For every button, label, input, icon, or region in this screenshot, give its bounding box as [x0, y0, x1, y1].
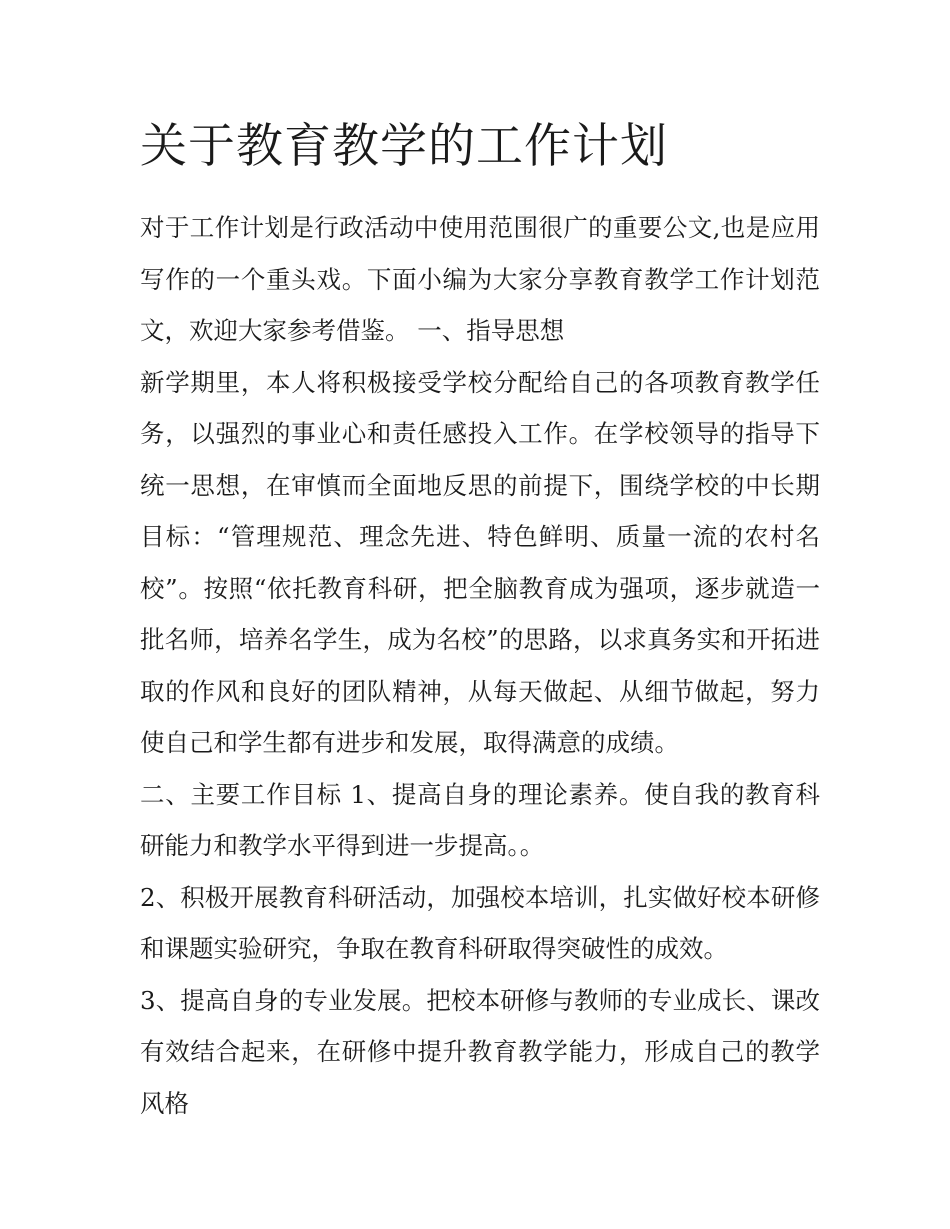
paragraph-goal-2: 2、积极开展教育科研活动，加强校本培训，扎实做好校本研修和课题实验研究，争取在教育科研取得突破性的成效。	[140, 882, 820, 963]
document-title: 关于教育教学的工作计划	[140, 119, 668, 174]
paragraph-intro: 对于工作计划是行政活动中使用范围很广的重要公文,也是应用写作的一个重头戏。下面小编为大家分享教育教学工作计划范文，欢迎大家参考借鉴。 一、指导思想	[140, 213, 820, 345]
paragraph-goal-1: 二、主要工作目标 1、提高自身的理论素养。使自我的教育科研能力和教学水平得到进一步提高。。	[140, 779, 820, 860]
document-page	[140, 112, 820, 1129]
paragraph-guiding-thought: 新学期里，本人将积极接受学校分配给自己的各项教育教学任务，以强烈的事业心和责任感投入工作。在学校领导的指导下统一思想，在审慎而全面地反思的前提下，围绕学校的中长期目标：“管理规范、理念先进、特色鲜明、质量一流的农村名校”。按照“依托教育科研，把全脑教育成为强项，逐步就造一批名师，培养名学生，成为名校”的思路，以求真务实和开拓进取的作风和良好的团队精神，从每天做起、从细节做起，努力使自己和学生都有进步和发展，取得满意的成绩。	[140, 367, 820, 757]
paragraph-goal-3: 3、提高自身的专业发展。把校本研修与教师的专业成长、课改有效结合起来，在研修中提升教育教学能力，形成自己的教学风格	[140, 985, 820, 1118]
